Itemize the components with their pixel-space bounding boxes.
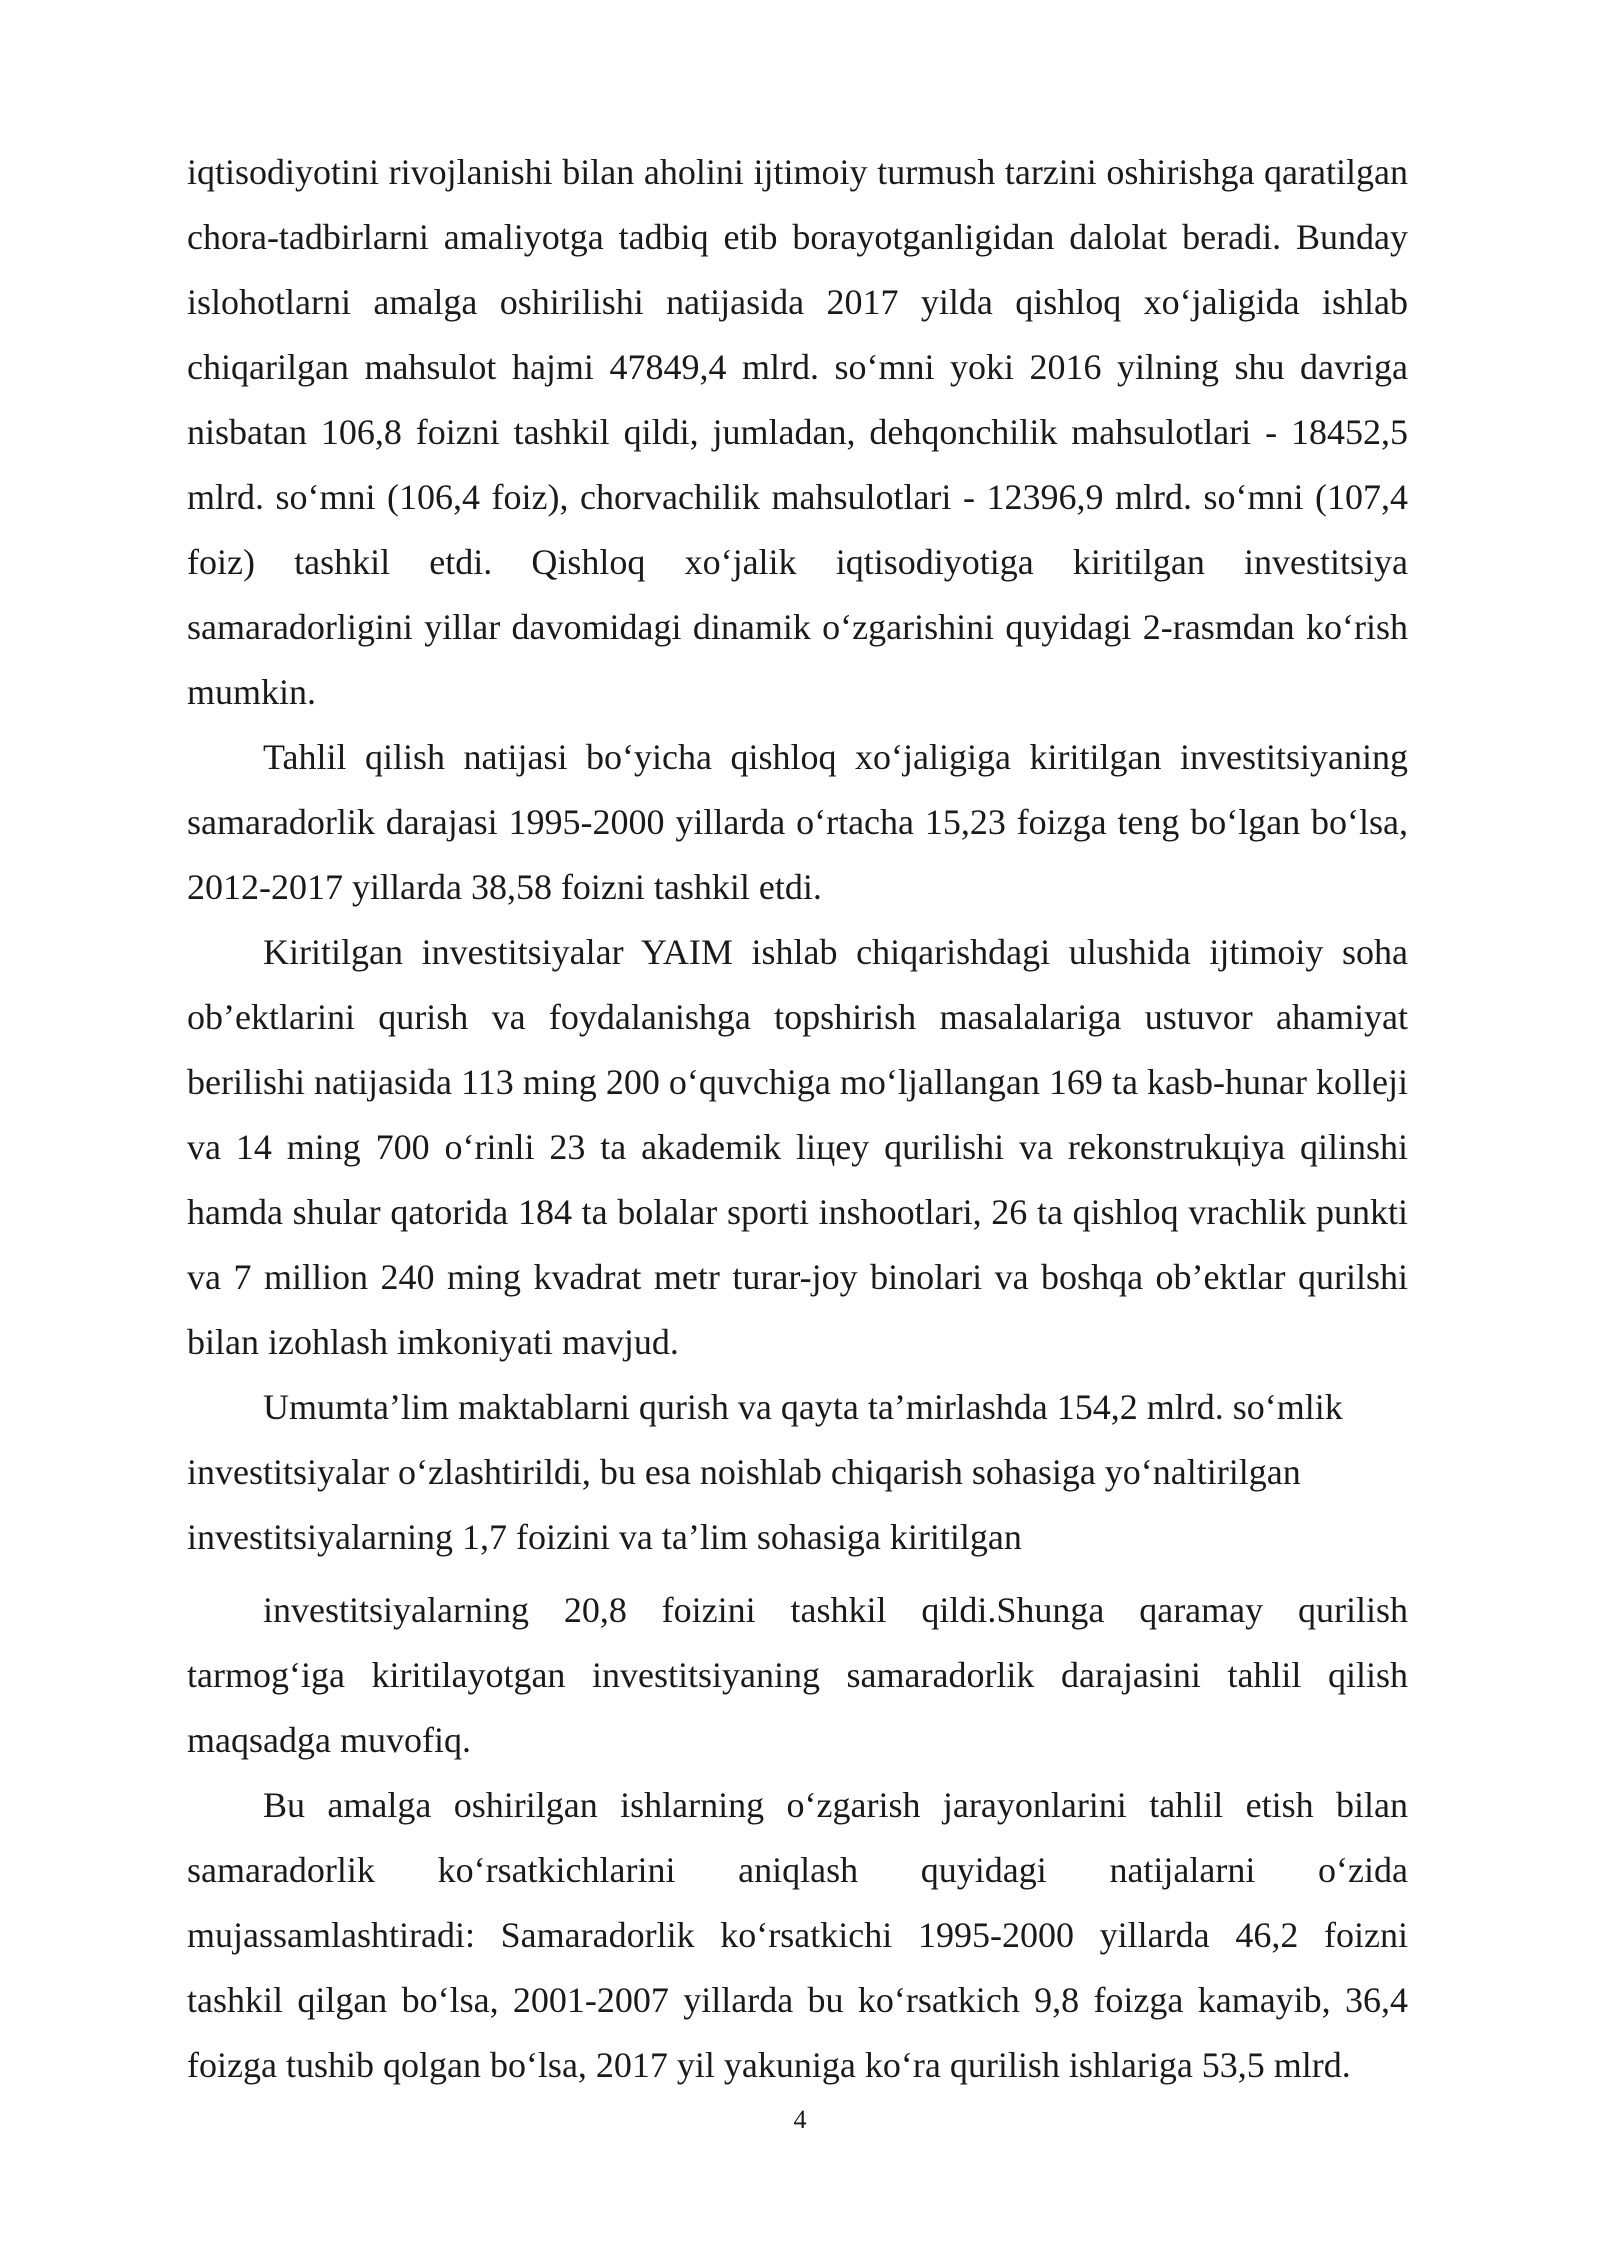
paragraph-5: investitsiyalarning 20,8 foizini tashkil qildi.Shunga qaramay qurilish tarmog‘iga kiritilayotgan investitsiyaning samaradorlik darajasini tahlil qilish maqsadga muvofiq. xyxy=(187,1590,1408,1760)
page-number: 4 xyxy=(793,2105,807,2134)
paragraph-3: Kiritilgan investitsiyalar YAIM ishlab chiqarishdagi ulushida ijtimoiy soha ob’ektlarini qurish va foydalanishga topshirish masalalariga ustuvor ahamiyat berilishi natijasida 113 ming 200 o‘quvchiga mo‘ljallangan 169 ta kasb-hunar kolleji va 14 ming 700 o‘rinli 23 ta akademik liцey qurilishi va rekonstrukцiya qilinshi hamda shular qatorida 184 ta bolalar sporti inshootlari, 26 ta qishloq vrachlik punkti va 7 million 240 ming kvadrat metr turar-joy binolari va boshqa ob’ektlar qurilshi bilan izohlash imkoniyati mavjud. xyxy=(187,932,1408,1362)
paragraph-6: Bu amalga oshirilgan ishlarning o‘zgarish jarayonlarini tahlil etish bilan samaradorlik ko‘rsatkichlarini aniqlash quyidagi natijalarni o‘zida mujassamlashtiradi: Samaradorlik ko‘rsatkichi 1995-2000 yillarda 46,2 foizni tashkil qilgan bo‘lsa, 2001-2007 yillarda bu ko‘rsatkich 9,8 foizga kamayib, 36,4 foizga tushib qolgan bo‘lsa, 2017 yil yakuniga ko‘ra qurilish ishlariga 53,5 mlrd. xyxy=(187,1785,1408,2085)
paragraph-2: Tahlil qilish natijasi bo‘yicha qishloq xo‘jaligiga kiritilgan investitsiyaning samaradorlik darajasi 1995-2000 yillarda o‘rtacha 15,23 foizga teng bo‘lgan bo‘lsa, 2012-2017 yillarda 38,58 foizni tashkil etdi. xyxy=(187,737,1408,907)
paragraph-1: iqtisodiyotini rivojlanishi bilan aholini ijtimoiy turmush tarzini oshirishga qaratilgan chora-tadbirlarni amaliyotga tadbiq etib borayotganligidan dalolat beradi. Bunday islohotlarni amalga oshirilishi natijasida 2017 yilda qishloq xo‘jaligida ishlab chiqarilgan mahsulot hajmi 47849,4 mlrd. so‘mni yoki 2016 yilning shu davriga nisbatan 106,8 foizni tashkil qildi, jumladan, dehqonchilik mahsulotlari - 18452,5 mlrd. so‘mni (106,4 foiz), chorvachilik mahsulotlari - 12396,9 mlrd. so‘mni (107,4 foiz) tashkil etdi. Qishloq xo‘jalik iqtisodiyotiga kiritilgan investitsiya samaradorligini yillar davomidagi dinamik o‘zgarishini quyidagi 2-rasmdan ko‘rish mumkin. xyxy=(187,152,1408,712)
paragraph-4: Umumta’lim maktablarni qurish va qayta ta’mirlashda 154,2 mlrd. so‘mlik investitsiyalar o‘zlashtirildi, bu esa noishlab chiqarish sohasiga yo‘naltirilgan investitsiyalarning 1,7 foizini va ta’lim sohasiga kiritilgan xyxy=(187,1387,1343,1557)
document-body xyxy=(187,140,1408,2098)
